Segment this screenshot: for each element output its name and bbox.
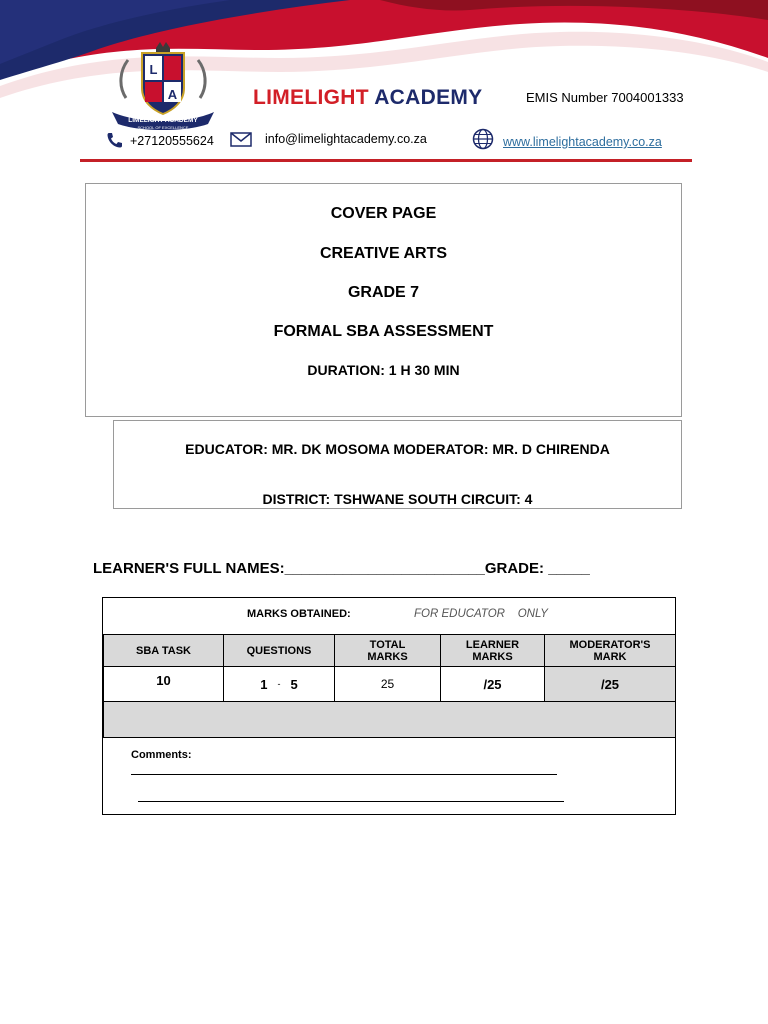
grade-title: GRADE 7 [347,284,420,301]
academy-name [253,86,483,110]
learner-names-label: LEARNER'S FULL NAMES: [93,560,285,577]
duration-text: DURATION: 1 H 30 MIN [307,362,460,378]
cover-title: COVER PAGE [330,205,437,222]
header-divider [80,159,692,162]
svg-text:SCHOOL OF EXCELLENCE: SCHOOL OF EXCELLENCE [137,125,189,130]
comments-label: Comments: [131,749,192,761]
header-sba-task: SBA TASK [103,634,224,667]
mail-icon [230,132,252,147]
website-link[interactable]: www.limelightacademy.co.za [503,135,662,149]
academy-crest-logo [108,40,218,132]
phone-icon [106,132,124,148]
svg-text:L: L [149,62,158,77]
header-total-marks: TOTAL MARKS [334,634,441,667]
learner-marks-field[interactable]: /25 [440,666,545,702]
email-address: info@limelightacademy.co.za [265,132,427,146]
grade-field[interactable]: _____ [548,560,590,577]
shaded-row [103,701,676,738]
comments-line-1[interactable] [131,774,557,775]
educator-moderator-line: EDUCATOR: MR. DK MOSOMA MODERATOR: MR. D CHIRENDA [185,441,610,457]
questions-value: 1 - 5 [223,666,335,702]
marks-obtained-label: MARKS OBTAINED: [247,608,351,620]
total-marks-value: 25 [334,666,441,702]
svg-text:LIMELIGHT ACADEMY: LIMELIGHT ACADEMY [128,117,198,124]
emis-number: EMIS Number 7004001333 [526,90,684,105]
educator-only-note: FOR EDUCATOR ONLY [414,608,548,620]
marks-table [102,597,676,815]
svg-text:A: A [167,87,178,102]
learner-names-field[interactable]: ________________________ [284,560,485,577]
header-questions: QUESTIONS [223,634,335,667]
grade-label: GRADE: [484,560,545,577]
subject-title: CREATIVE ARTS [319,245,448,262]
learner-info-line [93,560,590,577]
academy-name-part2: ACADEMY [374,86,483,109]
sba-task-value: 10 [103,666,224,702]
globe-icon [472,128,494,150]
header-learner-marks: LEARNER MARKS [440,634,545,667]
comments-line-2[interactable] [138,801,564,802]
phone-number: +27120555624 [130,134,214,148]
moderator-mark-field[interactable]: /25 [544,666,676,702]
header-moderator-mark: MODERATOR'S MARK [544,634,676,667]
academy-name-part1: LIMELIGHT [253,86,369,109]
assessment-title: FORMAL SBA ASSESSMENT [273,323,494,340]
district-circuit-line: DISTRICT: TSHWANE SOUTH CIRCUIT: 4 [262,491,533,507]
